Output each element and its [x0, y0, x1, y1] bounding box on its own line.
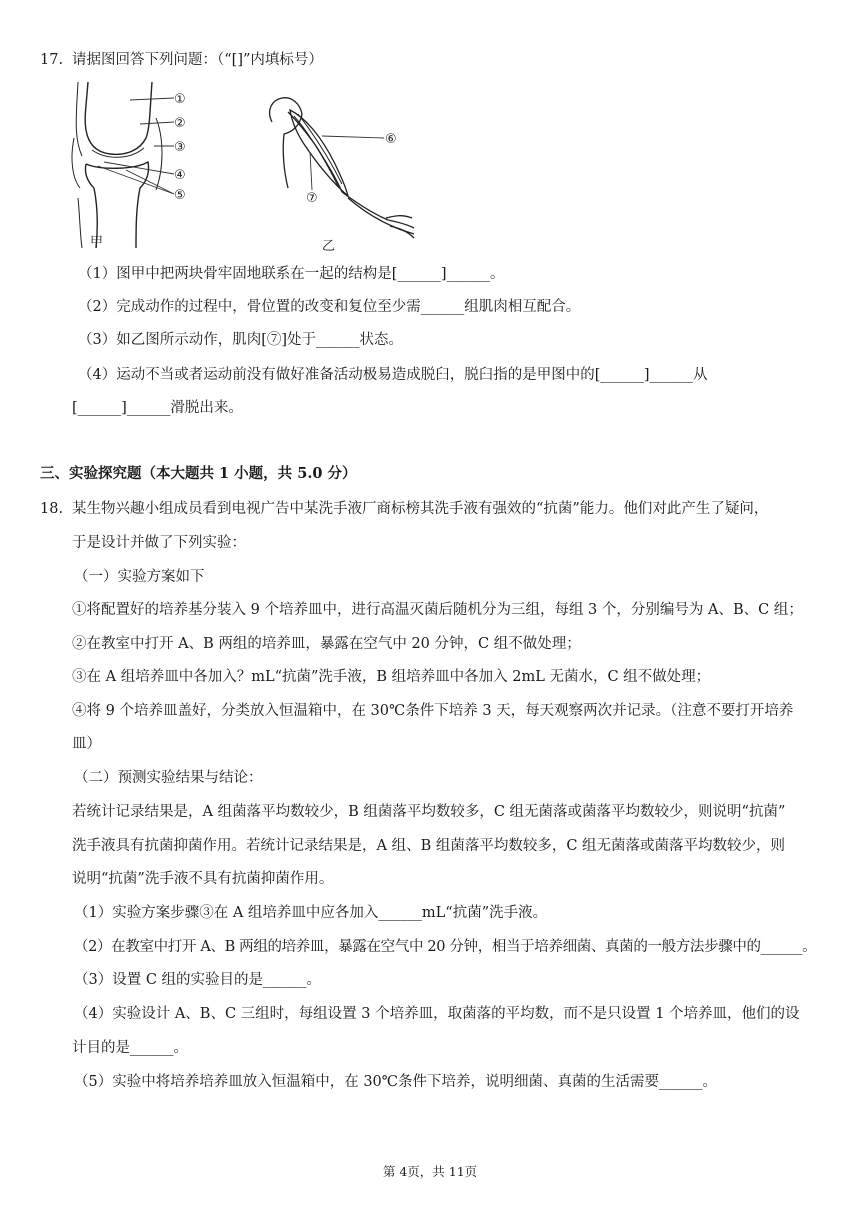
q18-step-1: ①将配置好的培养基分装入 9 个培养皿中，进行高温灭菌后随机分为三组，每组 3 个，分别编号为 A、B、C 组；: [72, 602, 803, 618]
label-3: ③: [174, 140, 186, 155]
caption-yi: 乙: [322, 239, 336, 252]
section-heading: 三、实验探究题（本大题共 1 小题，共 5.0 分）: [40, 465, 357, 482]
humerus-outline: [288, 112, 342, 192]
scapula-outline: [270, 98, 302, 188]
q17-item-2: （2）完成动作的过程中，骨位置的改变和复位至少需______组肌肉相互配合。: [78, 299, 581, 315]
hand-outline: [386, 216, 414, 238]
q18-question-1: （1）实验方案步骤③在 A 组培养皿中应各加入______mL“抗菌”洗手液。: [74, 905, 548, 921]
q18-question-3: （3）设置 C 组的实验目的是______。: [74, 972, 322, 988]
q18-step-2: ②在教室中打开 A、B 两组的培养皿，暴露在空气中 20 分钟，C 组不做处理；: [72, 636, 581, 652]
q17-item-4-cont: [______]______滑脱出来。: [72, 400, 243, 416]
q18-step-4: ④将 9 个培养皿盖好，分类放入恒温箱中，在 30℃条件下培养 3 天，每天观察两次并记录。（注意不要打开培养: [72, 703, 794, 719]
q18-stem-2: 于是设计并做了下列实验：: [72, 535, 246, 551]
femur-inner-line: [76, 82, 82, 156]
tibia-top: [85, 164, 94, 188]
q18-predict-3: 说明“抗菌”洗手液不具有抗菌抑菌作用。: [72, 871, 334, 887]
q18-step-3: ③在 A 组培养皿中各加入？mL“抗菌”洗手液，B 组培养皿中各加入 2mL 无菌水，C 组不做处理；: [72, 669, 711, 685]
label-2: ②: [174, 116, 186, 131]
q18-plan-title: （一）实验方案如下: [74, 569, 205, 585]
q17-item-4: （4）运动不当或者运动前没有做好准备活动极易造成脱臼，脱臼指的是甲图中的[______]______从: [78, 367, 708, 383]
q18-predict-1: 若统计记录结果是，A 组菌落平均数较少，B 组菌落平均数较多，C 组无菌落或菌落平均数较少，则说明“抗菌”: [72, 804, 786, 820]
femur-outline: [85, 82, 152, 154]
knee-joint-figure: [70, 78, 195, 250]
label-4: ④: [174, 168, 186, 183]
forearm-outline: [342, 192, 414, 228]
label-6: ⑥: [385, 132, 397, 147]
fibula-line: [78, 198, 82, 248]
q17-number: 17.: [40, 52, 64, 68]
q18-number: 18.: [40, 501, 64, 517]
q18-predict-title: （二）预测实验结果与结论：: [74, 770, 263, 786]
q18-question-4: （4）实验设计 A、B、C 三组时，每组设置 3 个培养皿，取菌落的平均数，而不是只设置 1 个培养皿，他们的设: [74, 1006, 800, 1022]
q18-question-4-cont: 计目的是______。: [72, 1040, 188, 1056]
q18-predict-2: 洗手液具有抗菌抑菌作用。若统计记录结果是，A 组、B 组菌落平均数较多，C 组无菌落或菌落平均数较少，则: [72, 838, 786, 854]
caption-jia: 甲: [90, 235, 104, 250]
q18-question-2: （2）在教室中打开 A、B 两组的培养皿，暴露在空气中 20 分钟，相当于培养细菌、真菌的一般方法步骤中的______。: [74, 939, 817, 955]
q17-item-1: （1）图甲中把两块骨牢固地联系在一起的结构是[______]______。: [78, 266, 505, 282]
label-5: ⑤: [174, 188, 186, 203]
q17-item-3: （3）如乙图所示动作，肌肉[⑦]处于______状态。: [78, 332, 404, 348]
arm-muscle-figure: [262, 92, 422, 252]
q18-stem-1: 某生物兴趣小组成员看到电视广告中某洗手液厂商标榜其洗手液有强效的“抗菌”能力。他们对此产生了疑问，: [72, 501, 769, 517]
q18-question-5: （5）实验中将培养培养皿放入恒温箱中，在 30℃条件下培养，说明细菌、真菌的生活需要______。: [74, 1074, 718, 1090]
muscle-strands: [294, 114, 342, 186]
label-1: ①: [174, 92, 186, 107]
q18-step-4-cont: 皿）: [72, 736, 101, 752]
q17-stem: 请据图回答下列问题：（“[]”内填标号）: [72, 52, 323, 68]
label-7: ⑦: [306, 191, 318, 206]
page-footer: 第 4页，共 11页: [382, 1164, 478, 1179]
